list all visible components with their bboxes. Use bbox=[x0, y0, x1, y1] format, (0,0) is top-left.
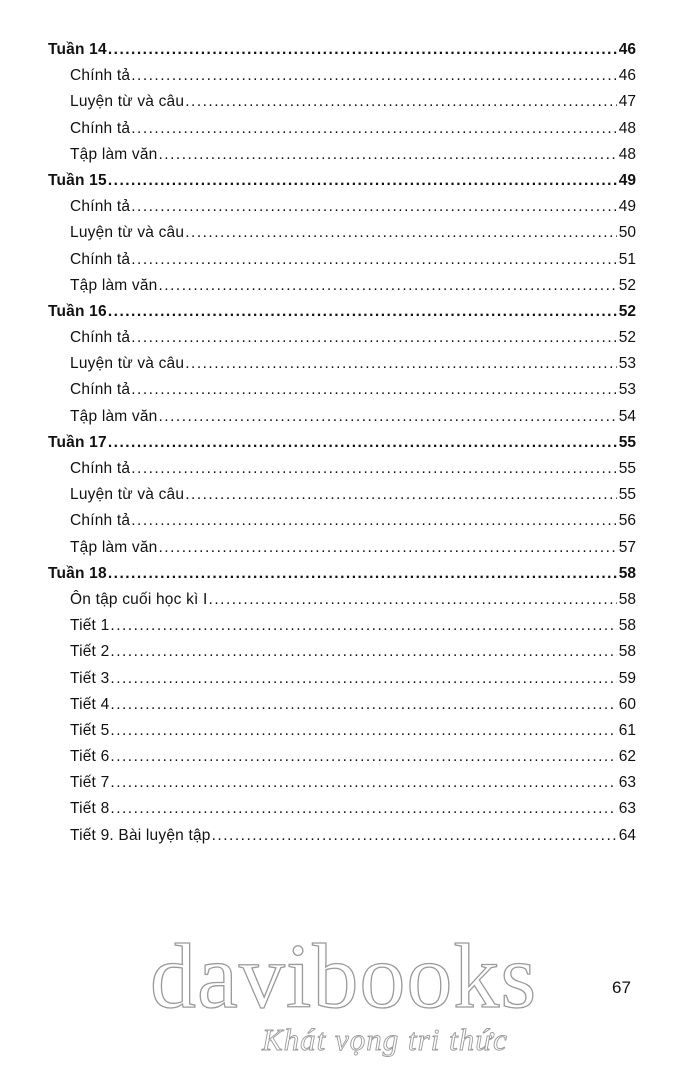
dot-leader bbox=[108, 168, 617, 194]
dot-leader bbox=[159, 404, 618, 430]
toc-entry-page: 52 bbox=[618, 302, 636, 320]
toc-entry-title: Tiết 4 bbox=[70, 695, 110, 713]
toc-entry bbox=[48, 482, 636, 508]
toc-entry-title: Tập làm văn bbox=[70, 538, 158, 556]
toc-entry-title: Tuần 17 bbox=[48, 433, 107, 451]
toc-week-entry bbox=[48, 430, 636, 456]
table-of-contents bbox=[48, 37, 636, 849]
toc-entry-page: 60 bbox=[618, 695, 636, 713]
toc-entry bbox=[48, 456, 636, 482]
toc-entry-title: Tiết 7 bbox=[70, 774, 110, 792]
toc-entry bbox=[48, 273, 636, 299]
dot-leader bbox=[185, 482, 617, 508]
toc-entry bbox=[48, 508, 636, 534]
toc-entry-page: 58 bbox=[618, 617, 636, 635]
toc-entry-title: Chính tả bbox=[70, 250, 131, 268]
toc-entry bbox=[48, 142, 636, 168]
dot-leader bbox=[108, 561, 617, 587]
toc-entry-title: Chính tả bbox=[70, 119, 131, 137]
toc-entry-page: 63 bbox=[618, 774, 636, 792]
toc-entry bbox=[48, 116, 636, 142]
dot-leader bbox=[108, 299, 617, 325]
toc-entry-page: 59 bbox=[618, 669, 636, 687]
toc-entry-page: 53 bbox=[618, 381, 636, 399]
dot-leader bbox=[185, 89, 617, 115]
dot-leader bbox=[110, 744, 617, 770]
toc-entry-page: 48 bbox=[618, 145, 636, 163]
toc-entry-page: 50 bbox=[618, 224, 636, 242]
toc-entry-title: Tiết 6 bbox=[70, 748, 110, 766]
toc-entry bbox=[48, 404, 636, 430]
toc-entry-page: 63 bbox=[618, 800, 636, 818]
toc-entry-title: Chính tả bbox=[70, 460, 131, 477]
toc-entry bbox=[48, 194, 636, 220]
dot-leader bbox=[185, 220, 617, 246]
page-number: 67 bbox=[612, 978, 631, 997]
toc-entry-page: 61 bbox=[618, 721, 636, 739]
toc-entry-title: Tập làm văn bbox=[70, 276, 158, 294]
toc-entry bbox=[48, 744, 636, 770]
toc-entry bbox=[48, 613, 636, 639]
toc-entry-page: 46 bbox=[618, 67, 636, 85]
toc-entry-title: Tiết 3 bbox=[70, 669, 110, 687]
toc-entry-page: 58 bbox=[618, 643, 636, 661]
dot-leader bbox=[209, 587, 617, 613]
dot-leader bbox=[108, 37, 617, 63]
dot-leader bbox=[159, 535, 618, 561]
watermark-slogan: Khát vọng tri thức bbox=[262, 1022, 508, 1057]
toc-entry-page: 55 bbox=[618, 486, 636, 504]
toc-entry-title: Chính tả bbox=[70, 198, 131, 216]
toc-week-entry bbox=[48, 37, 636, 63]
toc-entry-title: Ôn tập cuối học kì I bbox=[70, 590, 208, 608]
dot-leader bbox=[110, 718, 617, 744]
toc-entry bbox=[48, 220, 636, 246]
toc-entry bbox=[48, 89, 636, 115]
toc-entry-title: Tập làm văn bbox=[70, 145, 158, 163]
toc-entry bbox=[48, 718, 636, 744]
toc-entry-title: Tuần 15 bbox=[48, 171, 107, 189]
toc-entry bbox=[48, 666, 636, 692]
toc-entry-page: 55 bbox=[618, 433, 636, 451]
toc-entry bbox=[48, 796, 636, 822]
dot-leader bbox=[131, 116, 617, 142]
toc-entry-page: 53 bbox=[618, 355, 636, 373]
toc-entry-title: Tiết 9. Bài luyện tập bbox=[70, 826, 211, 844]
toc-entry-title: Luyện từ và câu bbox=[70, 93, 185, 111]
toc-entry-title: Luyện từ và câu bbox=[70, 355, 185, 373]
dot-leader bbox=[110, 692, 617, 718]
toc-entry bbox=[48, 535, 636, 561]
toc-entry-title: Chính tả bbox=[70, 381, 131, 399]
toc-entry bbox=[48, 587, 636, 613]
toc-entry-page: 49 bbox=[618, 198, 636, 216]
dot-leader bbox=[110, 639, 617, 665]
toc-entry-title: Chính tả bbox=[70, 329, 131, 347]
toc-entry bbox=[48, 247, 636, 273]
toc-entry-page: 52 bbox=[618, 276, 636, 294]
toc-entry bbox=[48, 351, 636, 377]
toc-entry-page: 55 bbox=[618, 460, 636, 477]
dot-leader bbox=[131, 194, 617, 220]
toc-entry-page: 49 bbox=[618, 171, 636, 189]
toc-week-entry bbox=[48, 561, 636, 587]
toc-entry-page: 48 bbox=[618, 119, 636, 137]
watermark-brand: davibooks bbox=[150, 925, 538, 1027]
dot-leader bbox=[131, 508, 617, 534]
toc-week-entry bbox=[48, 299, 636, 325]
dot-leader bbox=[185, 351, 617, 377]
toc-entry-title: Luyện từ và câu bbox=[70, 224, 185, 242]
toc-entry-page: 58 bbox=[618, 564, 636, 582]
toc-entry-title: Tuần 18 bbox=[48, 564, 107, 582]
toc-entry-title: Chính tả bbox=[70, 512, 131, 530]
toc-entry-page: 57 bbox=[618, 538, 636, 556]
toc-entry bbox=[48, 770, 636, 796]
toc-entry-page: 64 bbox=[618, 826, 636, 844]
toc-entry-title: Tiết 2 bbox=[70, 643, 110, 661]
dot-leader bbox=[212, 823, 617, 849]
dot-leader bbox=[159, 273, 618, 299]
dot-leader bbox=[131, 325, 617, 351]
dot-leader bbox=[110, 666, 617, 692]
toc-entry bbox=[48, 325, 636, 351]
toc-entry-title: Tiết 8 bbox=[70, 800, 110, 818]
toc-entry-title: Tuần 16 bbox=[48, 302, 107, 320]
dot-leader bbox=[110, 613, 617, 639]
toc-entry-page: 62 bbox=[618, 748, 636, 766]
dot-leader bbox=[108, 430, 617, 456]
toc-entry-page: 51 bbox=[618, 250, 636, 268]
dot-leader bbox=[110, 770, 617, 796]
watermark bbox=[0, 926, 700, 1066]
toc-entry bbox=[48, 823, 636, 849]
dot-leader bbox=[131, 456, 617, 482]
toc-entry-title: Tiết 5 bbox=[70, 721, 110, 739]
toc-entry-page: 58 bbox=[618, 590, 636, 608]
toc-week-entry bbox=[48, 168, 636, 194]
dot-leader bbox=[131, 377, 617, 403]
toc-entry-page: 54 bbox=[618, 407, 636, 425]
toc-entry-page: 56 bbox=[618, 512, 636, 530]
dot-leader bbox=[110, 796, 617, 822]
toc-entry-page: 52 bbox=[618, 329, 636, 347]
toc-entry-title: Luyện từ và câu bbox=[70, 486, 185, 504]
toc-entry-title: Tập làm văn bbox=[70, 407, 158, 425]
dot-leader bbox=[131, 247, 617, 273]
toc-entry bbox=[48, 692, 636, 718]
toc-entry-title: Tiết 1 bbox=[70, 617, 110, 635]
toc-entry bbox=[48, 377, 636, 403]
toc-entry-title: Chính tả bbox=[70, 67, 131, 85]
toc-entry bbox=[48, 639, 636, 665]
dot-leader bbox=[159, 142, 618, 168]
toc-entry-title: Tuần 14 bbox=[48, 41, 107, 58]
dot-leader bbox=[131, 63, 617, 89]
toc-entry-page: 47 bbox=[618, 93, 636, 111]
toc-entry bbox=[48, 63, 636, 89]
toc-entry-page: 46 bbox=[618, 41, 636, 58]
